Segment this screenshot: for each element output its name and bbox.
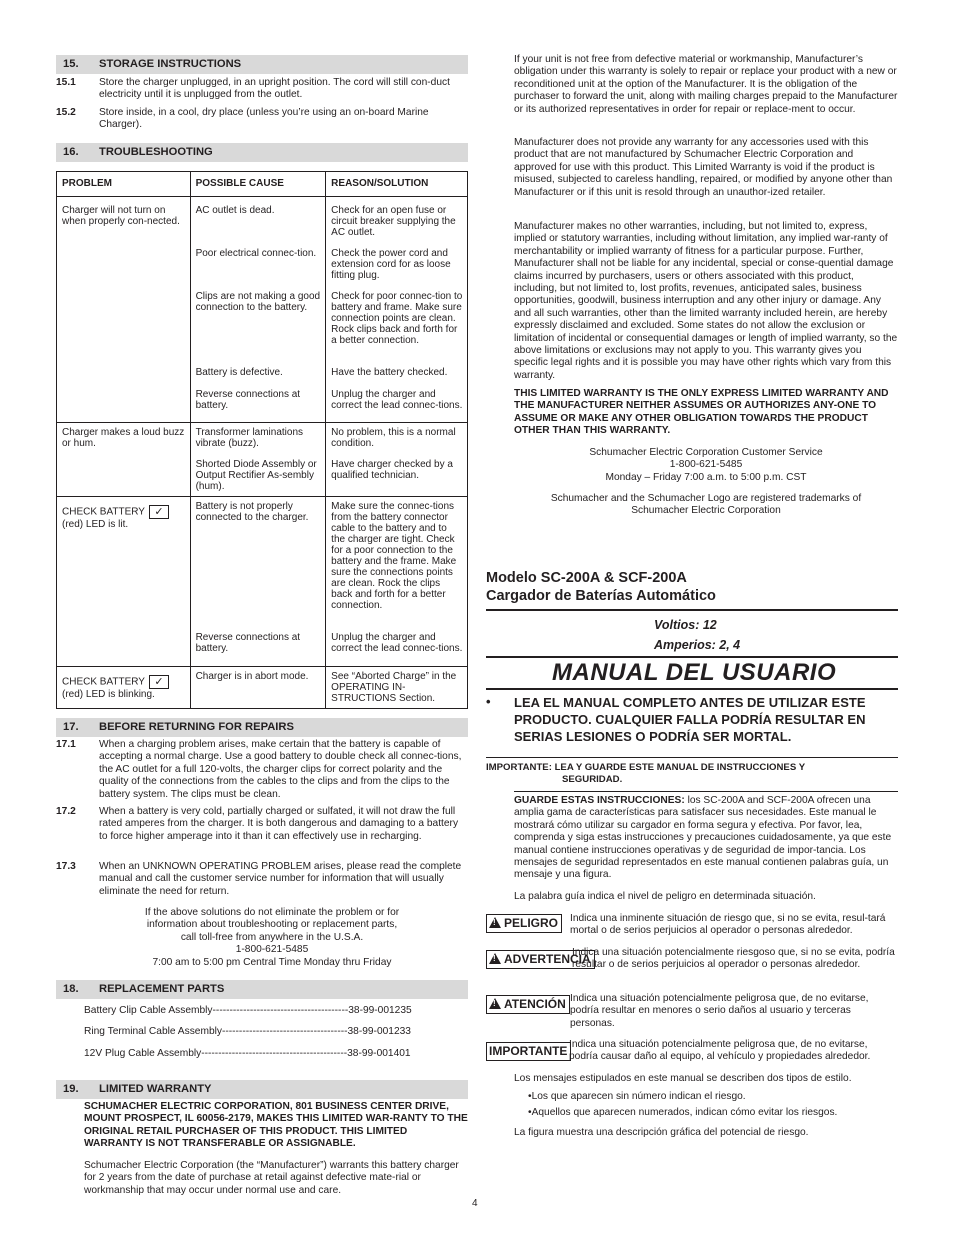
section-header-troubleshooting xyxy=(56,143,468,162)
returning-item-2 xyxy=(56,806,468,843)
section-number: 17. xyxy=(63,721,79,733)
importante-label xyxy=(486,1042,571,1061)
replacement-part-row xyxy=(84,1048,456,1060)
trademark-line: Schumacher and the Schumacher Logo are registered trademarks of xyxy=(550,493,862,504)
solution-cell xyxy=(326,423,468,497)
signal-description: Indica una inminente situación de riesgo que, si no se evita, resul-tará mortal o de serios perjuicios al operador o personas alrededor. xyxy=(570,913,886,937)
importante-line: IMPORTANTE: LEA Y GUARDE ESTE MANUAL DE INSTRUCCIONES Y xyxy=(486,762,806,773)
check-battery-led-icon: ✓ xyxy=(149,505,169,519)
divider xyxy=(486,757,898,758)
part-leader: ------------------------------------------- xyxy=(201,1048,348,1059)
solution-cell: See “Aborted Charge” in the OPERATING IN-STRUCTIONS Section. xyxy=(326,667,468,709)
trademark-line: Schumacher Electric Corporation xyxy=(631,505,781,517)
part-leader: ------------------------------------- xyxy=(221,1026,348,1037)
warranty-intro: SCHUMACHER ELECTRIC CORPORATION, 801 BUSINESS CENTER DRIVE, MOUNT PROSPECT, IL 60056-2179, MAKES THIS LIMITED WAR-RANTY TO THE ORIGINAL RETAIL PURCHASER OF THIS PRODUCT. THIS LIMITED WARRANTY IS NOT TRANSFERABLE OR ASSIGNABLE. xyxy=(84,1101,468,1150)
importante-notice xyxy=(486,762,898,786)
cause-text: Battery is not properly connected to the charger. xyxy=(195,501,309,523)
led-status-text: (red) LED is lit. xyxy=(62,519,129,530)
page-number: 4 xyxy=(472,1198,478,1209)
guarde-text: los SC-200A and SCF-200A ofrecen una amplia gama de características para satisfacer sus necesidades. Este manual le mostrará cómo utilizar su cargador en forma segura y efectiva. Por favor, lea, comprenda y siga estas instrucciones y precauciones cuidadosamente, ya que este manual contiene instrucciones operativas y de seguridad de impor-tancia. Los mensajes de seguridad representados en este manual contienen palabras guía, un mensaje y una figura. xyxy=(514,795,892,881)
part-code: 38-99-001233 xyxy=(347,1026,411,1037)
cs-phone: 1-800-621-5485 xyxy=(669,459,743,471)
cause-text: Reverse connections at battery. xyxy=(195,389,301,411)
item-text: When an UNKNOWN OPERATING PROBLEM arises, please read the complete manual and call the customer service number for information that will usually eliminate the need for return. xyxy=(99,861,462,897)
solution-text: Check for an open fuse or circuit breaker supplying the AC outlet. xyxy=(331,205,456,238)
part-leader: ---------------------------------------- xyxy=(212,1005,349,1016)
solution-text: Make sure the connec-tions from the battery connector cable to the battery and to the charger are tight. Check for a poor connection to the battery and the frame. Make sure the connections points are clean. Rock the clips back and forth for a better connection. xyxy=(331,501,457,611)
signal-word: ATENCIÓN xyxy=(504,997,566,1011)
check-battery-label: CHECK BATTERY xyxy=(62,676,145,688)
part-name: Battery Clip Cable Assembly xyxy=(84,1005,213,1016)
warning-triangle-icon: ! xyxy=(489,998,501,1009)
signal-word: ADVERTENCIA xyxy=(504,952,591,966)
signal-description: Indica una situación potencialmente peligrosa que, de no evitarse, podría causar daño al equipo, al vehículo y propiedades alrededor. xyxy=(569,1039,871,1063)
signal-description: Indica una situación potencialmente riesgoso que, si no se evita, podría resultar o de serios perjuicios al operador o personas alrededor. xyxy=(572,947,895,971)
led-status-text: (red) LED is blinking. xyxy=(62,689,155,700)
part-code: 38-99-001235 xyxy=(348,1005,412,1016)
part-name: 12V Plug Cable Assembly xyxy=(84,1048,202,1059)
manual-title: MANUAL DEL USUARIO xyxy=(552,659,837,686)
returning-item-1 xyxy=(56,739,468,801)
contact-line: If the above solutions do not eliminate the problem or for xyxy=(144,907,400,918)
cause-text: Transformer laminations vibrate (buzz). xyxy=(195,427,304,449)
contact-line: call toll-free from anywhere in the U.S.A. xyxy=(180,931,364,943)
signal-word: IMPORTANTE xyxy=(489,1044,568,1058)
item-text: Store the charger unplugged, in an upright position. The cord will still con-duct electricity until it is unplugged from the outlet. xyxy=(99,77,450,101)
cs-line: Schumacher Electric Corporation Customer Service xyxy=(589,447,823,458)
table-row xyxy=(57,497,468,667)
solution-text: Have the battery checked. xyxy=(331,367,448,378)
section-number: 15. xyxy=(63,58,79,70)
table-row xyxy=(57,667,468,709)
solution-text: Unplug the charger and correct the lead connec-tions. xyxy=(331,632,463,654)
check-battery-led-icon: ✓ xyxy=(149,675,169,689)
solution-text: No problem, this is a normal condition. xyxy=(331,427,456,449)
spec-voltios: Voltios: 12 xyxy=(654,618,717,632)
section-number: 18. xyxy=(63,983,79,995)
replacement-part-row xyxy=(84,1026,456,1038)
table-row xyxy=(57,423,468,497)
part-code: 38-99-001401 xyxy=(347,1048,411,1059)
bullet: • xyxy=(486,694,491,709)
cause-cell: Charger is in abort mode. xyxy=(190,667,326,709)
palabra-text: La palabra guía indica el nivel de peligro en determinada situación. xyxy=(514,891,816,902)
section-title: REPLACEMENT PARTS xyxy=(99,983,225,995)
section-header-replacement xyxy=(56,980,468,999)
signal-description: Indica una situación potencialmente peligrosa que, de no evitarse, podría resultar en menores o serio daños al usuario y terceras personas. xyxy=(570,993,869,1029)
model-line: Modelo SC-200A & SCF-200A xyxy=(486,570,687,586)
item-number: 17.2 xyxy=(56,806,76,817)
specs xyxy=(654,615,740,655)
solution-text: Check for poor connec-tion to battery and frame. Make sure connection points are clean. Rock clips back and forth for a better connection. xyxy=(331,291,463,346)
cause-text: Reverse connections at battery. xyxy=(195,632,301,654)
cause-cell xyxy=(190,497,326,667)
section-title: BEFORE RETURNING FOR REPAIRS xyxy=(99,721,294,733)
divider xyxy=(486,688,898,690)
guarde-paragraph xyxy=(514,795,898,882)
warranty-paragraph: If your unit is not free from defective material or workmanship, Manufacturer’s obligation under this warranty is solely to repair or replace your product with a new or reconditioned unit at the option of the Manufacturer. It is the obligation of the purchaser to forward the unit, along with mailing charges prepaid to the Manufacturer or its authorized representatives in order for repair or replace-ment to occur. xyxy=(514,54,898,115)
cause-cell xyxy=(190,197,326,423)
solution-cell xyxy=(326,497,468,667)
column-header-cause: POSSIBLE CAUSE xyxy=(190,172,326,197)
section-header-warranty xyxy=(56,1080,468,1099)
trademark-block xyxy=(514,493,898,518)
problem-cell: Charger makes a loud buzz or hum. xyxy=(57,423,191,497)
item-number: 17.1 xyxy=(56,739,76,750)
cause-text: Clips are not making a good connection to the battery. xyxy=(195,291,321,313)
solution-cell xyxy=(326,197,468,423)
troubleshooting-table xyxy=(56,171,468,709)
figura-text: La figura muestra una descripción gráfica del potencial de riesgo. xyxy=(514,1127,809,1138)
cause-text: AC outlet is dead. xyxy=(195,205,275,216)
item-text: When a charging problem arises, make certain that the battery is capable of accepting a normal charge. Use a good battery to double check all connec-tions, the AC outlet for a full 120-volts, the charger clips for correct polarity and the quality of the connections from the cables to the clips and from the clips to the battery system. The clips must be clean. xyxy=(99,739,462,800)
section-title: TROUBLESHOOTING xyxy=(99,146,213,158)
model-heading xyxy=(486,569,716,605)
cs-hours: Monday – Friday 7:00 a.m. to 5:00 p.m. CST xyxy=(605,471,807,483)
returning-item-3 xyxy=(56,861,468,898)
warranty-paragraph: Schumacher Electric Corporation (the “Manufacturer”) warrants this battery charger for 2 years from the date of purchase at retail against defective mate-rial or workmanship that may occur under normal use and care. xyxy=(84,1160,459,1196)
cause-text: Poor electrical connec-tion. xyxy=(195,248,317,259)
problem-cell: Charger will not turn on when properly con-nected. xyxy=(57,197,191,423)
solution-text: Unplug the charger and correct the lead connec-tions. xyxy=(331,389,463,411)
list-item: •Aquellos que aparecen numerados, indican cómo evitar los riesgos. xyxy=(528,1107,838,1118)
solution-text: Have charger checked by a qualified technician. xyxy=(331,459,453,481)
column-header-solution: REASON/SOLUTION xyxy=(326,172,468,197)
table-header-row xyxy=(57,172,468,197)
section-header-storage xyxy=(56,55,468,74)
section-title: LIMITED WARRANTY xyxy=(99,1083,212,1095)
mensajes-text: Los mensajes estipulados en este manual se describen dos tipos de estilo. xyxy=(514,1073,852,1084)
list-item: •Los que aparecen sin número indican el riesgo. xyxy=(528,1091,746,1102)
storage-item-2 xyxy=(56,107,468,132)
problem-cell xyxy=(57,497,191,667)
warning-triangle-icon: ! xyxy=(489,953,501,964)
item-number: 17.3 xyxy=(56,861,76,872)
storage-item-1 xyxy=(56,77,468,102)
section-number: 19. xyxy=(63,1083,79,1095)
item-text: When a battery is very cold, partially charged or sulfated, it will not draw the full rated amperes from the charger. It is both dangerous and damaging to a battery to force higher amperage into it than it can effectively use in recharging. xyxy=(99,806,459,842)
cause-text: Shorted Diode Assembly or Output Rectifier As-sembly (hum). xyxy=(195,459,317,492)
warning-triangle-icon: ! xyxy=(489,917,501,928)
peligro-label xyxy=(486,914,562,933)
model-subtitle: Cargador de Baterías Automático xyxy=(486,588,716,604)
check-battery-label: CHECK BATTERY xyxy=(62,506,145,518)
warranty-paragraph: Manufacturer makes no other warranties, including, but not limited to, express, implied or statutory warranties, including without limitation, any implied war-ranty of merchantability or implied warranty of fitness for a particular purpose. Further, Manufacturer shall not be liable for any incidental, special or conse-quential damage claims incurred by purchasers, users or others associated with this product, including, but not limited to, lost profits, revenues, anticipated sales, business opportunities, goodwill, business interruption and any other injury or damage. Any and all such warranties, other than the limited warranty included herein, are hereby expressly disclaimed and excluded. Some states do not allow the exclusion or limitation of incidental or consequential damages or length of implied warranty, so the above limitations or exclusions may not apply to you. This warranty gives you specific legal rights and it is possible you may have other rights which vary from this warranty. xyxy=(514,221,898,381)
atencion-label xyxy=(486,995,570,1014)
cause-text: Battery is defective. xyxy=(195,367,283,378)
guarde-label: GUARDE ESTAS INSTRUCCIONES: xyxy=(514,795,685,806)
signal-word: PELIGRO xyxy=(504,916,559,930)
item-text: Store inside, in a cool, dry place (unless you’re using an on-board Marine Charger). xyxy=(99,107,429,131)
section-title: STORAGE INSTRUCTIONS xyxy=(99,58,242,70)
item-number: 15.2 xyxy=(56,107,76,118)
divider xyxy=(514,791,898,792)
item-number: 15.1 xyxy=(56,77,76,88)
contact-block xyxy=(76,907,468,969)
divider xyxy=(486,609,898,611)
contact-hours: 7:00 am to 5:00 pm Central Time Monday thru Friday xyxy=(152,956,392,968)
column-header-problem: PROBLEM xyxy=(57,172,191,197)
customer-service-block xyxy=(514,447,898,484)
table-row xyxy=(57,197,468,423)
section-header-returning xyxy=(56,718,468,737)
divider xyxy=(486,656,898,658)
contact-line: information about troubleshooting or replacement parts, xyxy=(146,919,398,931)
part-name: Ring Terminal Cable Assembly xyxy=(84,1026,222,1037)
replacement-part-row xyxy=(84,1005,456,1017)
section-number: 16. xyxy=(63,146,79,158)
solution-text: Check the power cord and extension cord for as loose fitting plug. xyxy=(331,248,451,281)
contact-phone: 1-800-621-5485 xyxy=(235,944,309,956)
cause-cell xyxy=(190,423,326,497)
problem-cell xyxy=(57,667,191,709)
warranty-outro: THIS LIMITED WARRANTY IS THE ONLY EXPRESS LIMITED WARRANTY AND THE MANUFACTURER NEITHER ASSUMES OR AUTHORIZES ANY-ONE TO ASSUME OR MAKE ANY OTHER OBLIGATION TOWARDS THE PRODUCT OTHER THAN THIS WARRANTY. xyxy=(514,388,889,437)
warning-text: LEA EL MANUAL COMPLETO ANTES DE UTILIZAR ESTE PRODUCTO. CUALQUIER FALLA PODRÍA RESULTAR EN SERIAS LESIONES O PODRÍA SER MORTAL. xyxy=(514,695,866,744)
style-list xyxy=(528,1089,837,1121)
spec-amperios: Amperios: 2, 4 xyxy=(654,638,741,652)
importante-line: SEGURIDAD. xyxy=(562,774,623,785)
warranty-paragraph: Manufacturer does not provide any warranty for any accessories used with this product that are not manufactured by Schumacher Electric Corporation and approved for use with this product. This Limited Warranty is void if the product is misused, subjected to careless handling, repaired, or modified by anyone other than Manufacturer or if this unit is resold through an unauthor-ized retailer. xyxy=(514,137,893,198)
